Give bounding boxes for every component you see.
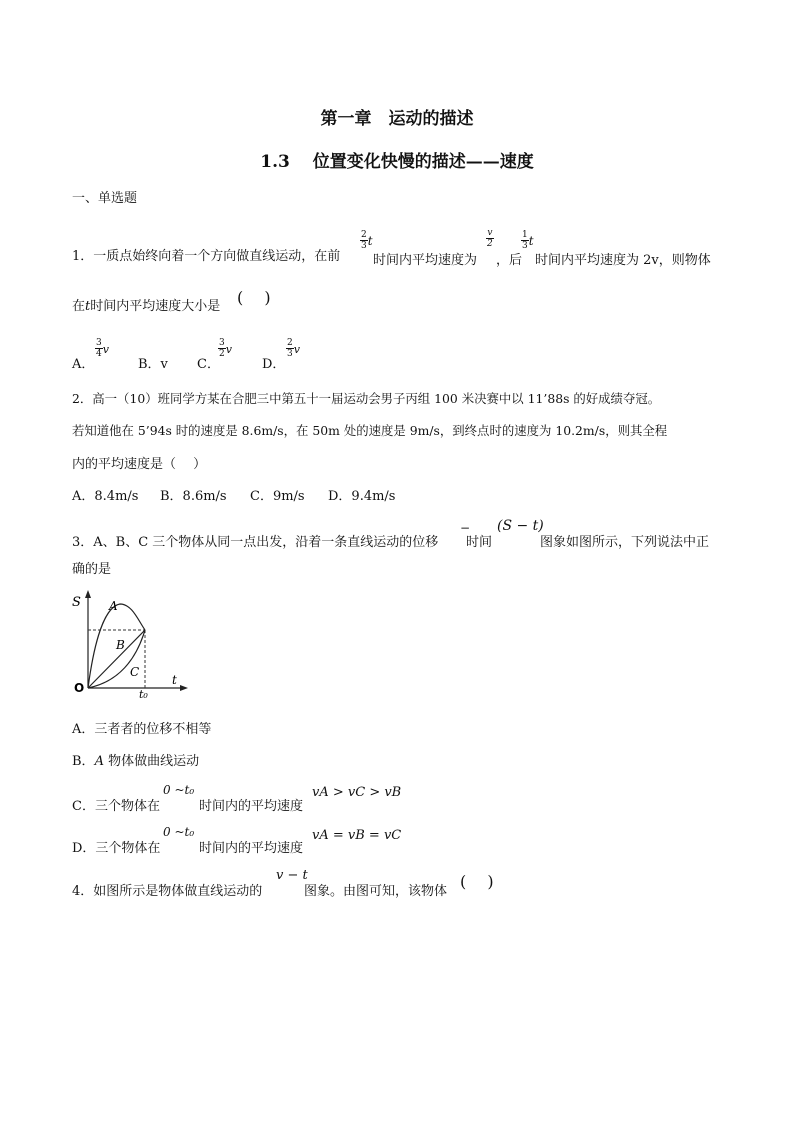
q3-option-d-expr: vA = vB = vC bbox=[312, 828, 402, 843]
q1-option-d-value: $\frac{2}{3}$ v bbox=[287, 338, 300, 359]
q1-text-b: 时间内平均速度为 bbox=[373, 253, 478, 268]
q1-text-d: 时间内平均速度为 2v，则物体 bbox=[535, 253, 711, 268]
q3-option-b: B．A 物体做曲线运动 bbox=[72, 754, 200, 769]
q1-option-d: D． bbox=[262, 357, 286, 372]
section-title: 1.3 位置变化快慢的描述——速度 bbox=[260, 152, 534, 172]
q2-option-c: C．9m/s bbox=[250, 489, 305, 504]
t-axis-arrow-icon bbox=[180, 685, 188, 691]
q3-line1-b: 时间 bbox=[466, 535, 493, 550]
q2-option-d: D．9.4m/s bbox=[328, 489, 396, 504]
q3-option-c-expr: vA > vC > vB bbox=[312, 785, 402, 800]
q3-option-d-text: 时间内的平均速度 bbox=[199, 841, 304, 856]
origin-label: O bbox=[74, 681, 85, 695]
q1-text-c: ，后 bbox=[496, 253, 523, 268]
q3-option-c-range: 0 ~t₀ bbox=[163, 783, 195, 797]
q3-line1-a: 3．A、B、C 三个物体从同一点出发，沿着一条直线运动的位移 bbox=[72, 535, 439, 550]
q3-line1-c: 图象如图所示，下列说法中正 bbox=[540, 535, 710, 550]
t0-label: t₀ bbox=[139, 688, 148, 700]
part-heading: 一、单选题 bbox=[72, 191, 138, 206]
q2-line1: 2．高一（10）班同学方某在合肥三中第五十一届运动会男子丙组 100 米决赛中以 11’88s 的好成绩夺冠。 bbox=[72, 391, 661, 406]
q3-option-d-range: 0 ~t₀ bbox=[163, 825, 195, 839]
q4-line1-b: 图象。由图可知，该物体 bbox=[304, 884, 448, 899]
q4-answer-paren: ( ) bbox=[460, 872, 494, 891]
q2-line3: 内的平均速度是（ ） bbox=[72, 457, 207, 472]
q3-line2: 确的是 bbox=[72, 562, 112, 577]
fraction: $\frac{2}{3}$ bbox=[361, 230, 367, 251]
q3-option-c-text: 时间内的平均速度 bbox=[199, 799, 304, 814]
q1-answer-paren: ( ) bbox=[237, 288, 271, 307]
q2-option-a: A．8.4m/s bbox=[72, 489, 139, 504]
q1-frac-2-3t: $\frac{2}{3}$ t bbox=[361, 230, 373, 251]
q3-option-a: A．三者者的位移不相等 bbox=[72, 722, 212, 737]
q3-dash: − bbox=[460, 521, 471, 535]
q2-line2: 若知道他在 5’94s 时的速度是 8.6m/s，在 50m 处的速度是 9m/s，到终点时的速度为 10.2m/s，则其全程 bbox=[72, 423, 668, 438]
curve-c-label: C bbox=[130, 665, 140, 679]
q1-frac-v-2: $\frac{v}{2}$ bbox=[487, 228, 493, 249]
chapter-title: 第一章 运动的描述 bbox=[320, 109, 474, 129]
q3-option-d: D．三个物体在 bbox=[72, 841, 161, 856]
q1-option-a-value: $\frac{3}{4}$ v bbox=[96, 338, 109, 359]
q1-option-c-value: $\frac{3}{2}$ v bbox=[219, 338, 232, 359]
line-b-label: B bbox=[116, 638, 125, 652]
curve-a-label: A bbox=[109, 599, 118, 613]
q1-option-a: A． bbox=[72, 357, 95, 372]
s-axis-arrow-icon bbox=[85, 590, 91, 598]
q3-st-expr: (S − t) bbox=[497, 518, 544, 534]
s-label: S bbox=[72, 595, 81, 610]
t-label: t bbox=[172, 673, 177, 687]
q3-option-c: C．三个物体在 bbox=[72, 799, 160, 814]
q4-line1-a: 4．如图所示是物体做直线运动的 bbox=[72, 884, 263, 899]
q1-option-c: C． bbox=[197, 357, 220, 372]
q1-line1 bbox=[72, 245, 340, 264]
q1-line2: 在t时间内平均速度大小是 bbox=[72, 299, 221, 314]
st-graph bbox=[68, 588, 192, 700]
q1-text-a: 1．一质点始终向着一个方向做直线运动，在前 bbox=[72, 249, 341, 264]
q2-option-b: B．8.6m/s bbox=[160, 489, 227, 504]
q1-frac-1-3t: $\frac{1}{3}$ t bbox=[522, 230, 534, 251]
q1-option-b: B．v bbox=[138, 357, 168, 372]
q4-vt-expr: v − t bbox=[276, 868, 308, 883]
